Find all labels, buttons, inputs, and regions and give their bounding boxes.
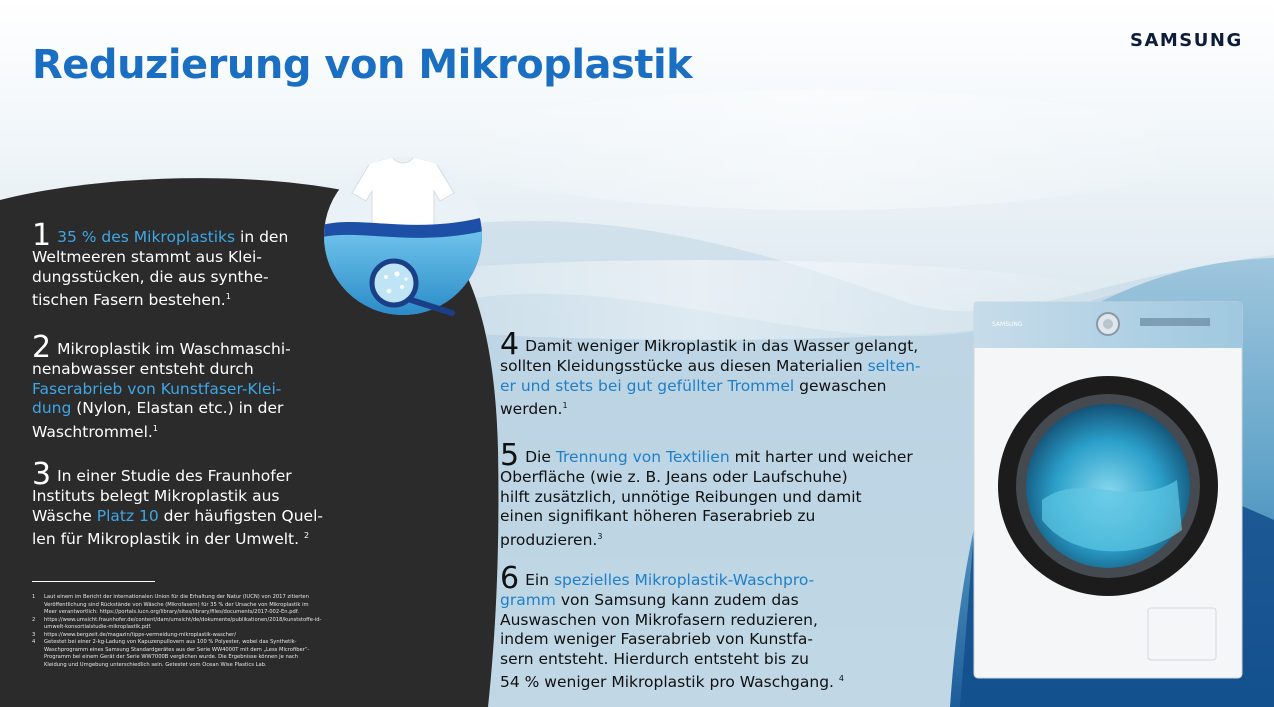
- point-number: 4: [500, 327, 520, 362]
- washing-machine-image: [972, 300, 1244, 680]
- footnote-divider: [32, 581, 155, 582]
- point-1: 1 35 % des Mikroplastiks in den Weltmeeren stammt aus Klei- dungsstücken, die aus synthe- tischen Fasern bestehen.$^1$: [32, 218, 289, 310]
- footnote: 4 Getestet bei einer 2-kg-Ladung von Kapuzenpullovern aus 100 % Polyester, wobei das Synthetik-Waschprogramm eines Samsung Standardgerätes aus der Serie WW4000T mit dem „Less Microfiber“-Programm bei einem Gerät der Serie WW7000B verglichen wurde. Die Ergebnisse können je nach Kleidung und Umgebung unterschiedlich sein. Getestet vom Ocean Wise Plastics Lab.: [32, 639, 310, 668]
- footnotes: [32, 594, 322, 669]
- point-number: 6: [500, 561, 520, 596]
- point-5: 5 Die Trennung von Textilien mit harter und weicher Oberfläche (wie z. B. Jeans oder Laufschuhe) hilft zusätzlich, unnötige Reibungen und damit einen signifikant höheren Faserabrieb zu produzieren.$^3$: [500, 438, 913, 549]
- point-number: 5: [500, 438, 520, 473]
- page-title: Reduzierung von Mikroplastik: [32, 42, 693, 88]
- microplastic-magnifier-illustration: [322, 155, 484, 317]
- point-number: 2: [32, 330, 52, 365]
- footnote: 2 https://www.umsicht.fraunhofer.de/content/dam/umsicht/de/dokumente/publikationen/2018/kunststoffe-id-umwelt-konsortialstudie-mikroplastik.pdf.: [32, 616, 322, 630]
- point-3: 3 In einer Studie des Fraunhofer Instituts belegt Mikroplastik aus Wäsche Platz 10 der häufigsten Quel- len für Mikroplastik in der Umwelt. $^2$: [32, 457, 323, 549]
- point-number: 1: [32, 218, 52, 253]
- footnote: 3 https://www.bergzeit.de/magazin/tipps-vermeidung-mikroplastik-wascher/: [32, 631, 236, 638]
- point-number: 3: [32, 457, 52, 492]
- point-6: 6 Ein spezielles Mikroplastik-Waschpro- gramm von Samsung kann zudem das Auswaschen von Mikrofasern reduzieren, indem weniger Faserabrieb von Kunstfa- sern entsteht. Hierdurch entsteht bis zu 54 % weniger Mikroplastik pro Waschgang. $^4$: [500, 561, 844, 692]
- point-2: 2 Mikroplastik im Waschmaschi- nenabwasser entsteht durch Faserabrieb von Kunstfaser-Klei- dung (Nylon, Elastan etc.) in der Waschtrommel.$^1$: [32, 330, 291, 441]
- footnote: 1 Laut einem im Bericht der internationalen Union für die Erhaltung der Natur (IUCN) von 2017 zitierten Veröffentlichung sind Rückstände von Wäsche (Mikrofasern) für 35 % der Ursache von Mikroplastik im Meer verantwortlich: https://portals.iucn.org/library/sites/library/files/documents/2017-002-En.pdf.: [32, 594, 309, 615]
- point-4: 4 Damit weniger Mikroplastik in das Wasser gelangt, sollten Kleidungsstücke aus diesen Materialien selten- er und stets bei gut gefüllter Trommel gewaschen werden.$^1$: [500, 327, 921, 419]
- samsung-logo: SAMSUNG: [1130, 30, 1243, 51]
- machine-panel-brand: SAMSUNG: [992, 321, 1023, 328]
